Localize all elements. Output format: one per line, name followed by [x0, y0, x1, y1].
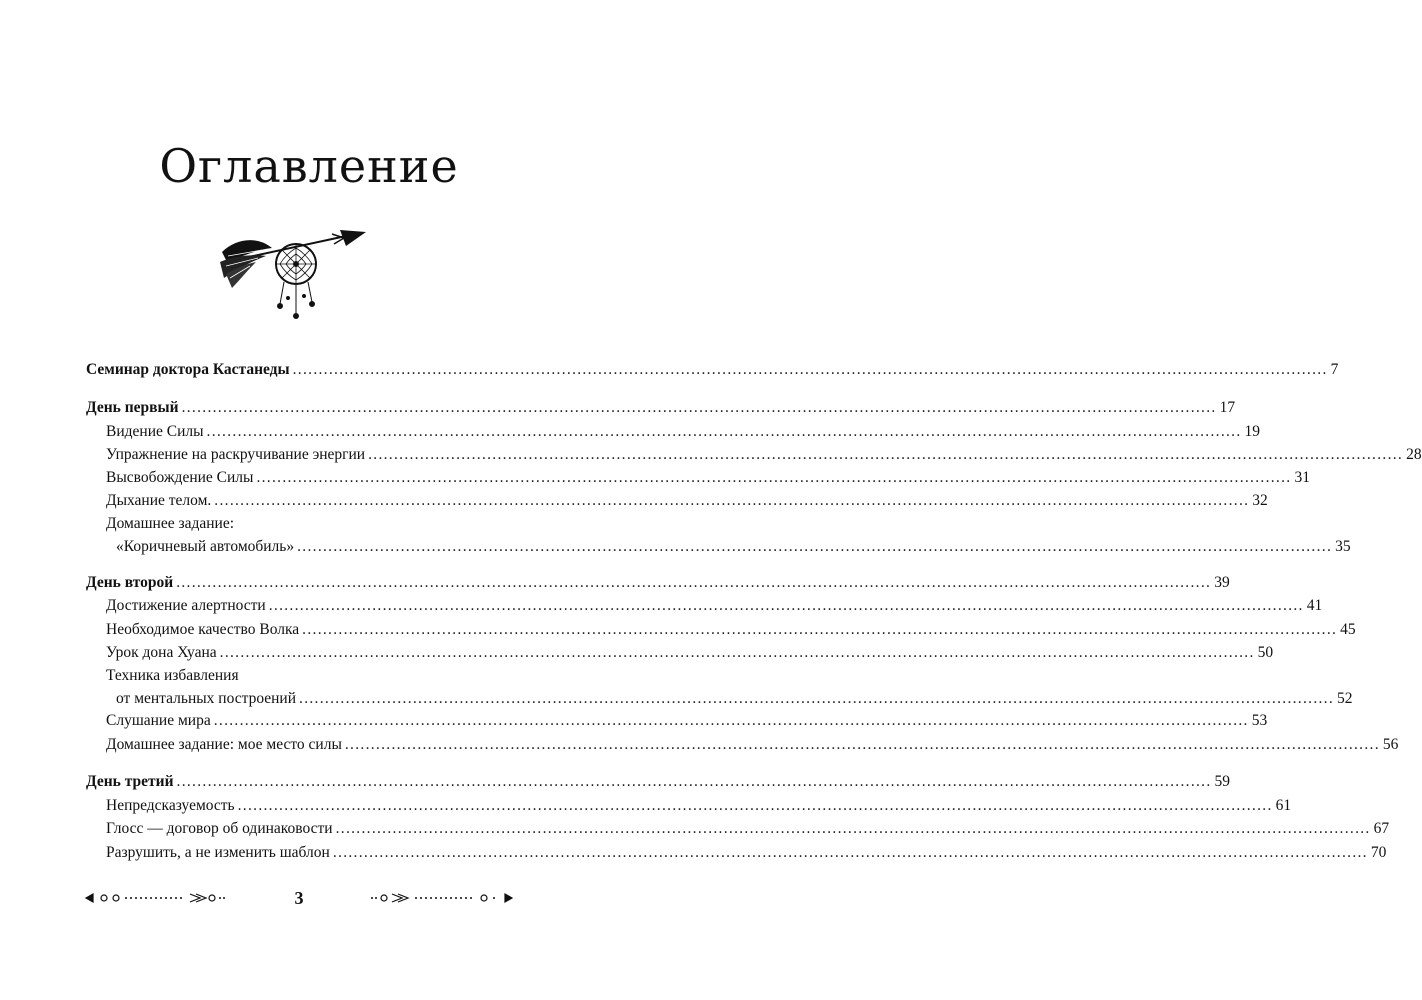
- dot-leader: ........................................................................................................................................................................................................: [206, 423, 1242, 440]
- toc-section-entry[interactable]: [106, 711, 1268, 731]
- dot-leader: ........................................................................................................................................................................................................: [176, 574, 1212, 591]
- toc-entry-title: Глосс — договор об одинаковости: [106, 820, 333, 837]
- dot-leader: ........................................................................................................................................................................................................: [368, 446, 1404, 463]
- page-title: Оглавление: [159, 139, 459, 193]
- toc-page-number: 35: [1335, 538, 1351, 555]
- toc-section-entry[interactable]: [106, 796, 1292, 816]
- toc-page-number: 28: [1406, 446, 1422, 463]
- toc-entry-title: Домашнее задание:: [106, 515, 235, 532]
- dot-leader: ........................................................................................................................................................................................................: [335, 820, 1371, 837]
- toc-section-entry[interactable]: [106, 735, 1399, 755]
- toc-page-number: 41: [1306, 597, 1323, 614]
- toc-entry-title: Домашнее задание: мое место силы: [106, 736, 342, 753]
- toc-chapter-entry[interactable]: [86, 398, 1236, 418]
- toc-page-number: 19: [1244, 423, 1261, 440]
- toc-entry-title: День третий: [86, 773, 174, 790]
- toc-entry-title: Дыхание телом.: [106, 492, 212, 509]
- dot-leader: ........................................................................................................................................................................................................: [344, 736, 1380, 753]
- toc-page-number: 45: [1340, 621, 1356, 638]
- toc-page-number: 7: [1330, 361, 1339, 378]
- toc-section-entry[interactable]: [106, 596, 1323, 616]
- toc-entry-title: Урок дона Хуана: [106, 644, 217, 661]
- toc-entry-title: «Коричневый автомобиль»: [116, 538, 295, 555]
- toc-section-entry[interactable]: [106, 491, 1268, 511]
- toc-entry-title: Необходимое качество Волка: [106, 621, 300, 638]
- dot-leader: ........................................................................................................................................................................................................: [268, 597, 1304, 614]
- toc-section-entry[interactable]: [116, 537, 1351, 557]
- toc-page-number: 39: [1214, 574, 1230, 591]
- dot-leader: ........................................................................................................................................................................................................: [176, 773, 1212, 790]
- page-number: 3: [294, 888, 304, 908]
- toc-section-entry[interactable]: [106, 445, 1422, 465]
- toc-chapter-entry[interactable]: [86, 772, 1231, 792]
- toc-entry-title: Слушание мира: [106, 712, 211, 729]
- toc-entry-title: День первый: [86, 399, 179, 416]
- toc-entry-title: Достижение алертности: [106, 597, 266, 614]
- toc-section-entry[interactable]: [106, 422, 1261, 442]
- toc-entry-title: Непредсказуемость: [106, 797, 235, 814]
- toc-entry-title: Упражнение на раскручивание энергии: [106, 446, 366, 463]
- toc-page-number: 31: [1294, 469, 1310, 486]
- toc-page-number: 61: [1275, 797, 1292, 814]
- toc-page-number: 32: [1252, 492, 1268, 509]
- toc-page-number: 67: [1373, 820, 1390, 837]
- dot-leader: ........................................................................................................................................................................................................: [213, 712, 1249, 729]
- dot-leader: ........................................................................................................................................................................................................: [332, 844, 1368, 861]
- toc-section-entry[interactable]: [106, 643, 1274, 663]
- toc-page-number: 50: [1257, 644, 1274, 661]
- toc-entry-title: Видение Силы: [106, 423, 204, 440]
- toc-page-number: 53: [1251, 712, 1268, 729]
- toc-entry-title: День второй: [86, 574, 174, 591]
- dot-leader: ........................................................................................................................................................................................................: [299, 690, 1335, 707]
- dot-leader: ........................................................................................................................................................................................................: [181, 399, 1217, 416]
- dot-leader: ........................................................................................................................................................................................................: [256, 469, 1292, 486]
- toc-page-number: 56: [1382, 736, 1399, 753]
- dot-leader: ........................................................................................................................................................................................................: [214, 492, 1250, 509]
- toc-entry-title: Техника избавления: [106, 667, 239, 684]
- toc-section-entry[interactable]: [106, 620, 1356, 640]
- dot-leader: ........................................................................................................................................................................................................: [302, 621, 1338, 638]
- toc-page-number: 70: [1370, 844, 1387, 861]
- toc-entry-title: Высвобождение Силы: [106, 469, 254, 486]
- toc-section-entry[interactable]: [106, 468, 1310, 488]
- page-footer: [86, 886, 512, 910]
- toc-page-number: 59: [1214, 773, 1231, 790]
- toc-entry-title: Разрушить, а не изменить шаблон: [106, 844, 330, 861]
- dot-leader: ........................................................................................................................................................................................................: [237, 797, 1273, 814]
- dot-leader: ........................................................................................................................................................................................................: [219, 644, 1255, 661]
- toc-section-entry[interactable]: [116, 689, 1353, 709]
- toc-entry-title: от ментальных построений: [116, 690, 297, 707]
- dot-leader: ........................................................................................................................................................................................................: [297, 538, 1333, 555]
- toc-page-number: 52: [1337, 690, 1353, 707]
- dot-leader: ........................................................................................................................................................................................................: [292, 361, 1328, 378]
- toc-page-number: 17: [1219, 399, 1236, 416]
- toc-chapter-entry[interactable]: [86, 573, 1230, 593]
- table-of-contents: [86, 0, 1422, 1000]
- toc-chapter-entry[interactable]: [86, 360, 1339, 380]
- toc-section-entry[interactable]: [106, 843, 1387, 863]
- toc-entry-title: Семинар доктора Кастанеды: [86, 361, 290, 378]
- toc-section-entry[interactable]: [106, 819, 1390, 839]
